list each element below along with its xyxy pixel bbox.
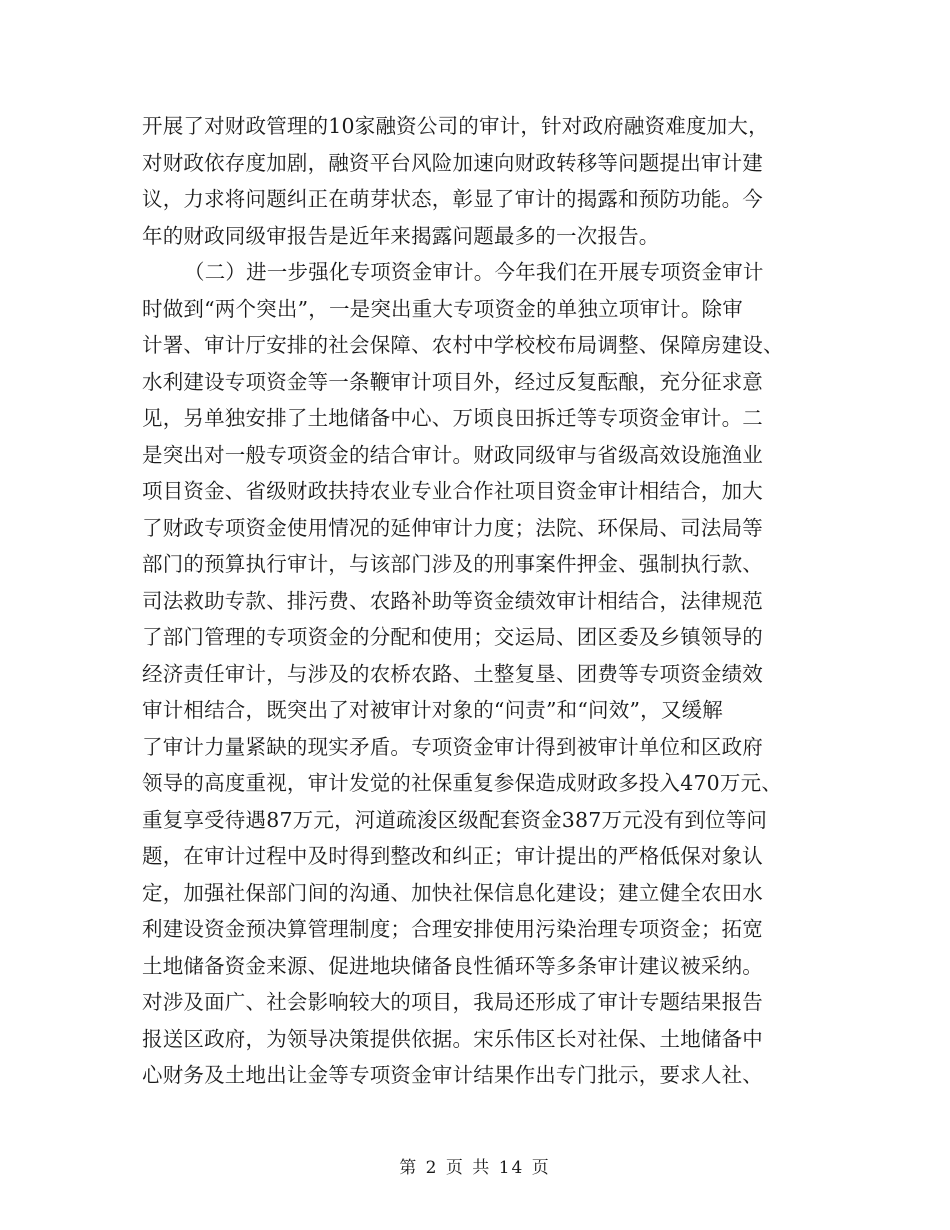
body-text (142, 108, 814, 1094)
page-footer (0, 1153, 950, 1178)
text-line: 时做到“两个突出”，一是突出重大专项资金的单独立项审计。除审 (142, 296, 743, 321)
text-line: 重复享受待遇87万元，河道疏浚区级配套资金387万元没有到位等问 (142, 807, 768, 832)
text-line: 利建设资金预决算管理制度；合理安排使用污染治理专项资金；拓宽 (142, 917, 763, 941)
section-heading-line: （二）进一步强化专项资金审计。今年我们在开展专项资金审计 (184, 260, 764, 284)
page-number-label: 第 2 页 共 14 页 (399, 1158, 551, 1178)
text-line: 水利建设专项资金等一条鞭审计项目外，经过反复酝酿，充分征求意 (142, 369, 763, 394)
text-line: 见，另单独安排了土地储备中心、万顷良田拆迁等专项资金审计。二 (142, 406, 763, 430)
text-line: 经济责任审计，与涉及的农桥农路、土整复垦、团费等专项资金绩效 (142, 661, 763, 686)
text-line: 项目资金、省级财政扶持农业专业合作社项目资金审计相结合，加大 (142, 479, 763, 503)
text-line: 题，在审计过程中及时得到整改和纠正；审计提出的严格低保对象认 (142, 844, 763, 868)
text-line: 计署、审计厅安排的社会保障、农村中学校校布局调整、保障房建设、 (142, 333, 784, 357)
text-line: 了财政专项资金使用情况的延伸审计力度；法院、环保局、司法局等 (142, 515, 763, 540)
text-line: 了审计力量紧缺的现实矛盾。专项资金审计得到被审计单位和区政府 (142, 734, 763, 759)
text-line: 领导的高度重视，审计发觉的社保重复参保造成财政多投入470万元、 (142, 771, 783, 795)
text-line: 司法救助专款、排污费、农路补助等资金绩效审计相结合，法律规范 (142, 588, 763, 613)
text-line: 是突出对一般专项资金的结合审计。财政同级审与省级高效设施渔业 (142, 442, 763, 467)
text-line: 报送区政府，为领导决策提供依据。宋乐伟区长对社保、土地储备中 (142, 1026, 763, 1051)
text-line: 对财政依存度加剧，融资平台风险加速向财政转移等问题提出审计建 (142, 150, 763, 175)
text-line: 了部门管理的专项资金的分配和使用；交运局、团区委及乡镇领导的 (142, 625, 763, 649)
text-line: 定，加强社保部门间的沟通、加快社保信息化建设；建立健全农田水 (142, 880, 763, 905)
text-line: 议，力求将问题纠正在萌芽状态，彰显了审计的揭露和预防功能。今 (142, 187, 763, 211)
text-line: 部门的预算执行审计，与该部门涉及的刑事案件押金、强制执行款、 (142, 552, 763, 576)
text-line: 土地储备资金来源、促进地块储备良性循环等多条审计建议被采纳。 (142, 953, 763, 978)
text-line: 年的财政同级审报告是近年来揭露问题最多的一次报告。 (142, 223, 660, 248)
text-line: 对涉及面广、社会影响较大的项目，我局还形成了审计专题结果报告 (142, 990, 763, 1014)
text-line: 心财务及土地出让金等专项资金审计结果作出专门批示，要求人社、 (142, 1063, 763, 1087)
text-line: 开展了对财政管理的10家融资公司的审计，针对政府融资难度加大， (142, 114, 769, 138)
text-line: 审计相结合，既突出了对被审计对象的“问责”和“问效”，又缓解 (142, 698, 723, 722)
